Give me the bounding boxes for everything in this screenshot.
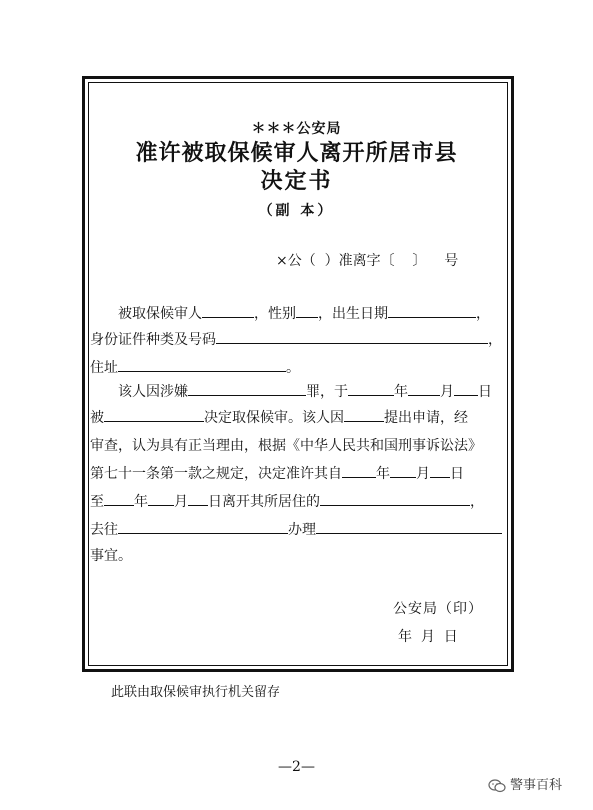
label-day: 日 — [450, 466, 464, 482]
blank-id-number — [216, 331, 488, 344]
blank-month — [408, 383, 440, 396]
label-leave-residence: 日离开其所居住的 — [208, 494, 320, 510]
blank-address — [118, 359, 286, 372]
blank-year — [348, 383, 394, 396]
blank-reason — [344, 409, 384, 422]
label-id-type-number: 身份证件种类及号码 — [90, 332, 216, 348]
label-by: 被 — [90, 410, 104, 426]
label-applied: 提出申请，经 — [384, 410, 468, 426]
label-decided-bail: 决定取保候审。该人因 — [204, 410, 344, 426]
label-article: 第七十一条第一款之规定，决定准许其自 — [90, 466, 342, 482]
blank-from-day — [430, 465, 450, 478]
label-year: 年 — [134, 494, 148, 510]
page-number: —2— — [278, 759, 315, 775]
retention-note: 此联由取保候审执行机关留存 — [111, 685, 281, 700]
comma: ， — [470, 494, 484, 510]
label-birth-date: ，出生日期 — [318, 306, 388, 322]
blank-from-year — [342, 465, 376, 478]
body-line-5 — [90, 409, 468, 427]
blank-to-month — [148, 493, 174, 506]
agency-heading: ＊＊＊公安局 — [251, 121, 342, 137]
blank-gender — [296, 305, 318, 318]
document-number: ×公（ ）准离字〔 〕 号 — [276, 253, 459, 269]
body-line-1 — [118, 305, 490, 323]
label-guarantee-person: 被取保候审人 — [118, 306, 202, 322]
wechat-icon — [488, 779, 506, 793]
label-gender: ，性别 — [254, 306, 296, 322]
label-month: 月 — [416, 466, 430, 482]
label-address: 住址 — [90, 360, 118, 376]
copy-label: （副 本） — [258, 203, 335, 219]
label-year: 年 — [394, 384, 408, 400]
body-line-6: 审查，认为具有正当理由，根据《中华人民共和国刑事诉讼法》 — [90, 438, 482, 454]
label-crime-on: 罪，于 — [306, 384, 348, 400]
label-month: 月 — [174, 494, 188, 510]
watermark-text: 警事百科 — [510, 778, 563, 793]
blank-residence — [320, 493, 470, 506]
signature-date: 年 月 日 — [398, 629, 458, 645]
label-suspected: 该人因涉嫌 — [118, 384, 188, 400]
body-line-2 — [90, 331, 502, 349]
blank-day — [454, 383, 478, 396]
blank-to-day — [188, 493, 208, 506]
blank-matter — [316, 521, 502, 534]
body-line-3 — [90, 359, 300, 377]
label-month: 月 — [440, 384, 454, 400]
blank-crime — [188, 383, 306, 396]
body-line-7 — [90, 465, 464, 483]
seal-label: 公安局（印） — [393, 601, 483, 617]
blank-to-year — [104, 493, 134, 506]
label-go-to: 去往 — [90, 522, 118, 538]
watermark — [488, 775, 562, 797]
period: 。 — [286, 360, 300, 376]
document-title-line1: 准许被取保候审人离开所居市县 — [135, 140, 458, 166]
blank-from-month — [390, 465, 416, 478]
label-to: 至 — [90, 494, 104, 510]
label-year: 年 — [376, 466, 390, 482]
comma: ， — [488, 332, 502, 348]
comma: ， — [476, 306, 490, 322]
blank-birth-date — [388, 305, 476, 318]
body-line-9 — [90, 521, 502, 539]
document-title-line2: 决定书 — [260, 168, 333, 194]
body-line-8 — [90, 493, 484, 511]
label-day: 日 — [478, 384, 492, 400]
body-line-4 — [118, 383, 492, 401]
blank-destination — [118, 521, 288, 534]
blank-deciding-authority — [104, 409, 204, 422]
label-handle: 办理 — [288, 522, 316, 538]
blank-person-name — [202, 305, 254, 318]
body-line-10: 事宜。 — [90, 548, 132, 564]
